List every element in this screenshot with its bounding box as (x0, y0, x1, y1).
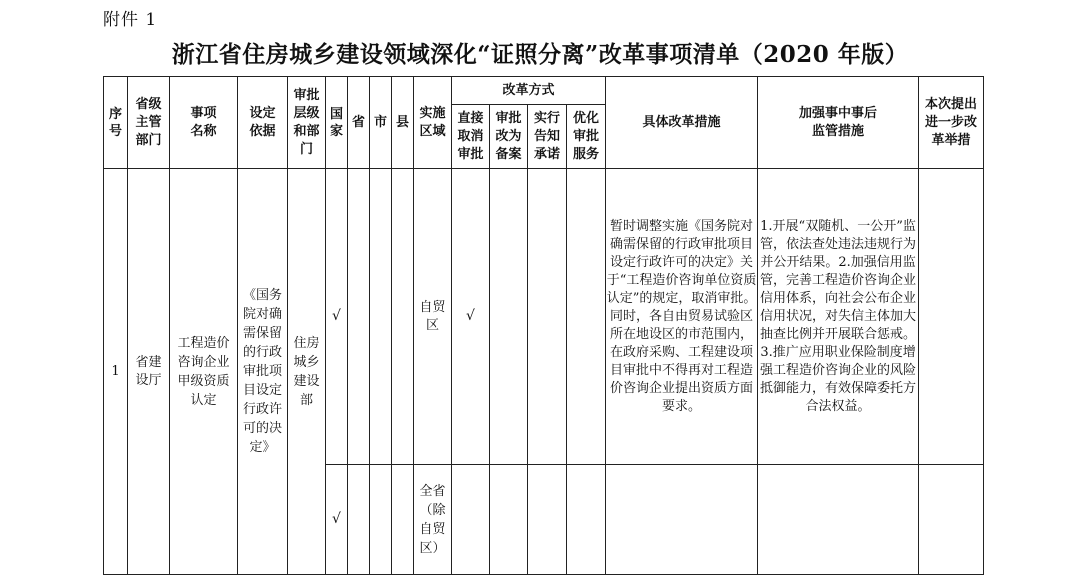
header-approval-level: 审批层级和部门 (288, 77, 326, 169)
cell-city-1 (370, 169, 392, 465)
cell-national-1: √ (326, 169, 348, 465)
header-province: 省 (348, 77, 370, 169)
table-row (104, 169, 984, 465)
cell-region-1: 自贸区 (414, 169, 452, 465)
header-approval-to-filing: 审批改为备案 (490, 105, 528, 169)
header-dept: 省级主管部门 (128, 77, 170, 169)
cell-dept: 省建设厅 (128, 169, 170, 575)
cell-optimize-1 (567, 169, 606, 465)
cell-direct-cancel-1: √ (452, 169, 490, 465)
cell-province-1 (348, 169, 370, 465)
header-further: 本次提出进一步改革举措 (919, 77, 984, 169)
header-basis: 设定依据 (238, 77, 288, 169)
cell-commitment-1 (528, 169, 567, 465)
reform-list-table (103, 76, 984, 575)
cell-region-2: 全省（除自贸区） (414, 465, 452, 575)
cell-national-2: √ (326, 465, 348, 575)
cell-approval-to-filing-1 (490, 169, 528, 465)
header-optimize: 优化审批服务 (567, 105, 606, 169)
header-region: 实施区域 (414, 77, 452, 169)
document-title: 浙江省住房城乡建设领域深化“证照分离”改革事项清单（2020 年版） (171, 41, 909, 68)
header-reform-method: 改革方式 (452, 77, 606, 105)
cell-approval-level: 住房城乡建设部 (288, 169, 326, 575)
cell-commitment-2 (528, 465, 567, 575)
header-city: 市 (370, 77, 392, 169)
cell-measures-1: 暂时调整实施《国务院对确需保留的行政审批项目设定行政许可的决定》关于“工程造价咨询单位资质认定”的规定，取消审批。同时，各自由贸易试验区所在地设区的市范围内，在政府采购、工程建设项目审批中不得再对工程造价咨询企业提出资质方面要求。 (606, 169, 758, 465)
cell-optimize-2 (567, 465, 606, 575)
header-supervision: 加强事中事后监管措施 (758, 77, 919, 169)
cell-measures-2 (606, 465, 758, 575)
cell-further-1 (919, 169, 984, 465)
cell-seq: 1 (104, 169, 128, 575)
cell-supervision-2 (758, 465, 919, 575)
header-seq: 序号 (104, 77, 128, 169)
header-direct-cancel: 直接取消审批 (452, 105, 490, 169)
header-county: 县 (392, 77, 414, 169)
cell-direct-cancel-2 (452, 465, 490, 575)
cell-further-2 (919, 465, 984, 575)
cell-supervision-1: 1.开展“双随机、一公开”监管，依法查处违法违规行为并公开结果。2.加强信用监管，完善工程造价咨询企业信用体系，向社会公布企业信用状况，对失信主体加大抽查比例并开展联合惩戒。3.推广应用职业保险制度增强工程造价咨询企业的风险抵御能力，有效保障委托方合法权益。 (758, 169, 919, 465)
cell-province-2 (348, 465, 370, 575)
cell-approval-to-filing-2 (490, 465, 528, 575)
header-measures: 具体改革措施 (606, 77, 758, 169)
cell-county-1 (392, 169, 414, 465)
cell-city-2 (370, 465, 392, 575)
header-commitment: 实行告知承诺 (528, 105, 567, 169)
attachment-label: 附件 1 (103, 10, 158, 30)
header-item-name: 事项名称 (170, 77, 238, 169)
cell-item-name: 工程造价咨询企业甲级资质认定 (170, 169, 238, 575)
cell-basis: 《国务院对确需保留的行政审批项目设定行政许可的决定》 (238, 169, 288, 575)
header-national: 国家 (326, 77, 348, 169)
cell-county-2 (392, 465, 414, 575)
